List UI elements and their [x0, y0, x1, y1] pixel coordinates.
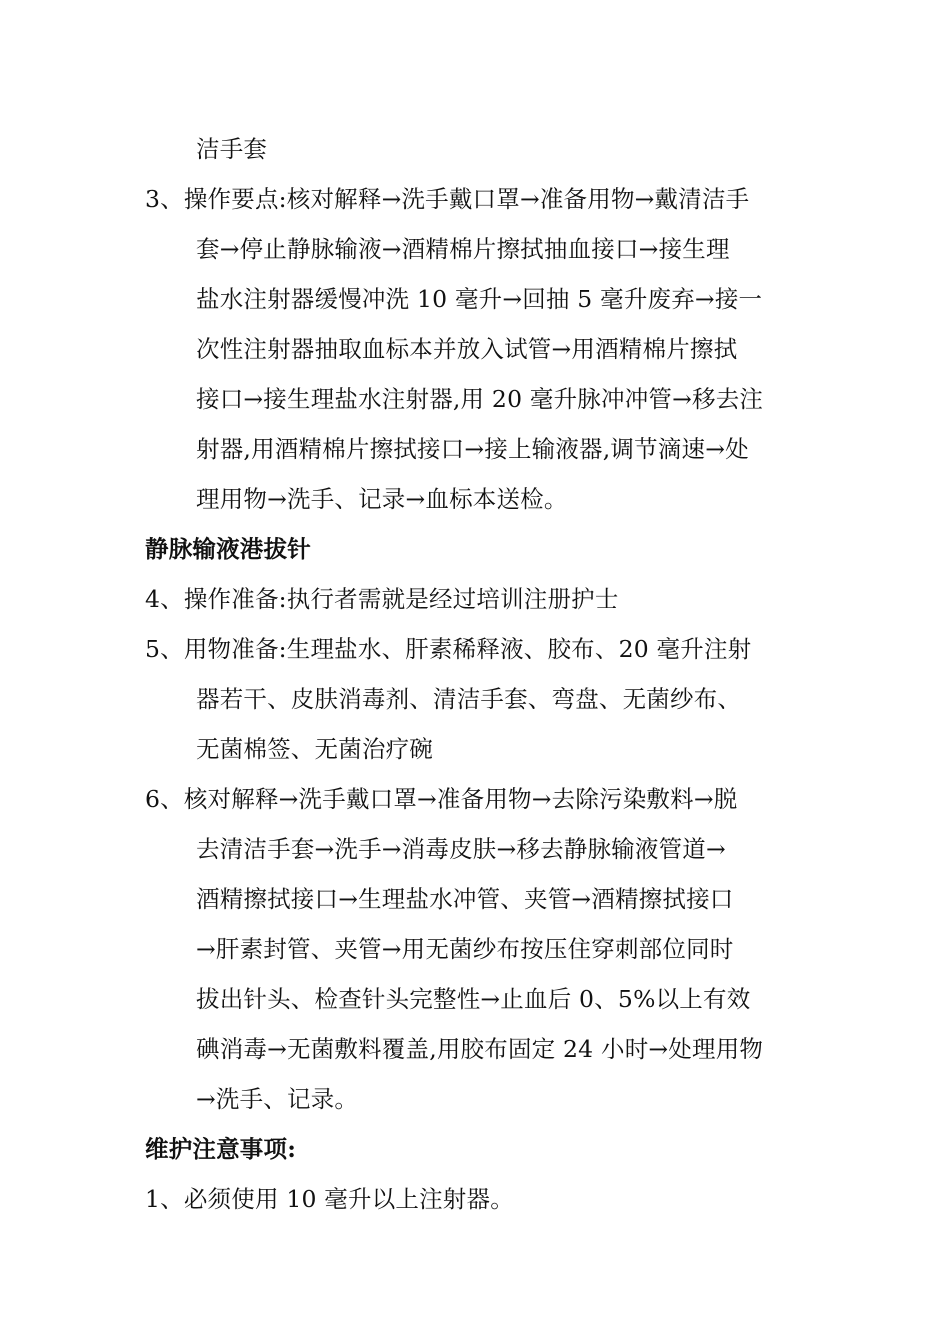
list-item-4: 4、操作准备:执行者需就是经过培训注册护士 — [145, 585, 619, 613]
text-line: 理用物→洗手、记录→血标本送检。 — [196, 485, 568, 513]
text-line: 无菌棉签、无菌治疗碗 — [196, 735, 433, 763]
text-line: 射器,用酒精棉片擦拭接口→接上输液器,调节滴速→处 — [196, 435, 749, 463]
text-line: 次性注射器抽取血标本并放入试管→用酒精棉片擦拭 — [196, 335, 738, 363]
text-line: 酒精擦拭接口→生理盐水冲管、夹管→酒精擦拭接口 — [196, 885, 734, 913]
text-line: 洁手套 — [196, 135, 268, 163]
text-line: 器若干、皮肤消毒剂、清洁手套、弯盘、无菌纱布、 — [196, 685, 742, 713]
section-heading: 静脉输液港拔针 — [145, 535, 311, 563]
text-line: →肝素封管、夹管→用无菌纱布按压住穿刺部位同时 — [196, 935, 734, 963]
text-line: 盐水注射器缓慢冲洗 10 毫升→回抽 5 毫升废弃→接一 — [196, 285, 763, 313]
text-line: 去清洁手套→洗手→消毒皮肤→移去静脉输液管道→ — [196, 835, 726, 863]
list-item-6: 6、核对解释→洗手戴口罩→准备用物→去除污染敷料→脱 — [145, 785, 738, 813]
list-item-3: 3、操作要点:核对解释→洗手戴口罩→准备用物→戴清洁手 — [145, 185, 750, 213]
list-item-1: 1、必须使用 10 毫升以上注射器。 — [145, 1185, 514, 1213]
text-line: 接口→接生理盐水注射器,用 20 毫升脉冲冲管→移去注 — [196, 385, 764, 413]
text-line: 套→停止静脉输液→酒精棉片擦拭抽血接口→接生理 — [196, 235, 730, 263]
text-line: →洗手、记录。 — [196, 1085, 359, 1113]
text-line: 碘消毒→无菌敷料覆盖,用胶布固定 24 小时→处理用物 — [196, 1035, 764, 1063]
section-heading: 维护注意事项: — [145, 1135, 297, 1163]
text-line: 拔出针头、检查针头完整性→止血后 0、5%以上有效 — [196, 985, 751, 1013]
list-item-5: 5、用物准备:生理盐水、肝素稀释液、胶布、20 毫升注射 — [145, 635, 752, 663]
